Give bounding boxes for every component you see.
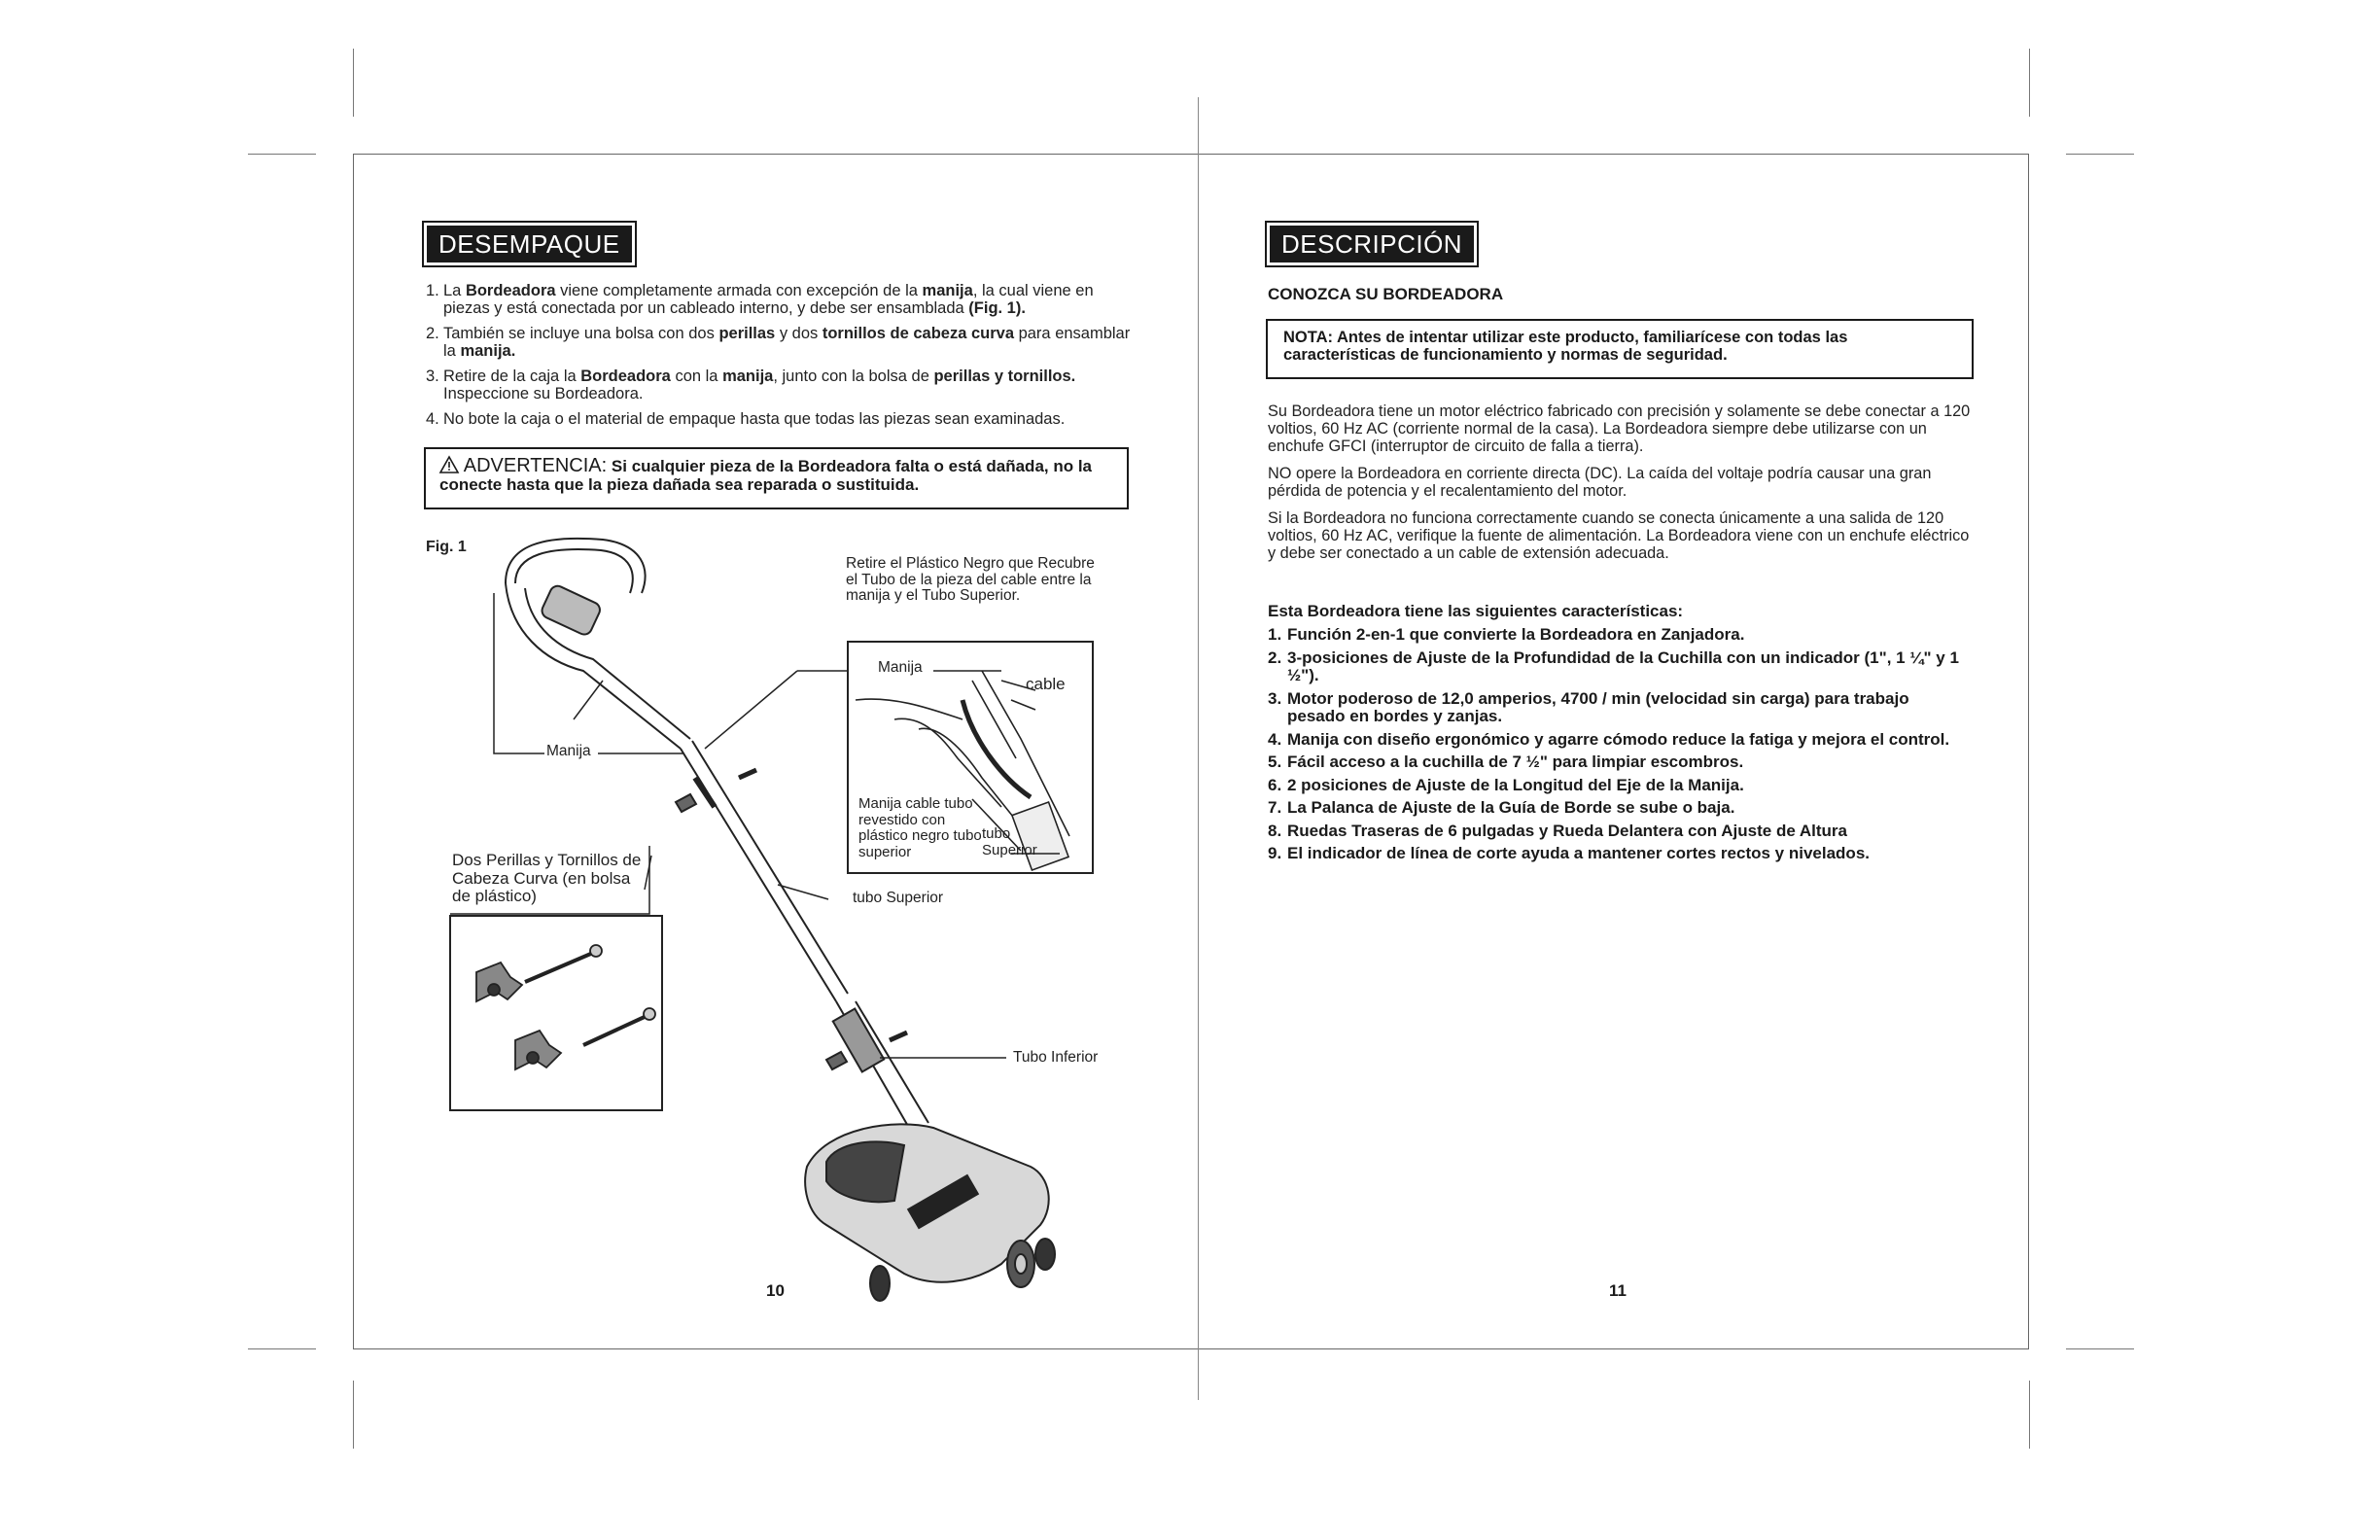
callout-tubo-inferior: Tubo Inferior — [1013, 1049, 1099, 1066]
list-item: 1. La Bordeadora viene completamente armada con excepción de la manija, la cual viene en piezas y está conectada por un cableado interno, y debe ser ensamblada (Fig. 1). — [426, 282, 1094, 317]
list-item: 4. Manija con diseño ergonómico y agarre cómodo reduce la fatiga y mejora el control. — [1268, 729, 1950, 749]
figure-label: Fig. 1 — [426, 539, 467, 555]
section-title-descripcion: DESCRIPCIÓN — [1267, 223, 1477, 265]
callout-tubo-superior-inset: tubo Superior — [982, 825, 1037, 858]
paragraph: Si la Bordeadora no funciona correctamente cuando se conecta únicamente a una salida de 120 voltios, 60 Hz AC, verifique la fuente de alimentación. La Bordeadora viene con un enchufe eléctrico y debe ser conectado a un cable de extensión adecuada. — [1268, 509, 1970, 562]
list-item: 9. El indicador de línea de corte ayuda a mantener cortes rectos y nivelados. — [1268, 844, 1870, 862]
warning-label: ADVERTENCIA: — [463, 455, 608, 476]
features-title: Esta Bordeadora tiene las siguientes características: — [1268, 602, 1684, 620]
callout-perillas: Dos Perillas y Tornillos de Cabeza Curva (en bolsa de plástico) — [452, 851, 642, 905]
paragraph: NO opere la Bordeadora en corriente directa (DC). La caída del voltaje podría causar una gran pérdida de potencia y el recalentamiento del motor. — [1268, 465, 1932, 500]
description-paragraphs — [1268, 402, 1973, 562]
warning-text: Si cualquier pieza de la Bordeadora falta o está dañada, no la conecte hasta que la pieza dañada sea reparada o sustituida. — [439, 457, 1093, 494]
list-item: 2. También se incluye una bolsa con dos perillas y dos tornillos de cabeza curva para ensamblar la manija. — [426, 325, 1131, 360]
page-number-right: 11 — [1609, 1281, 1627, 1300]
features-list — [1268, 626, 1968, 868]
callout-manija-inset: Manija — [878, 659, 923, 676]
list-item: 3. Retire de la caja la Bordeadora con la manija, junto con la bolsa de perillas y tornillos. Inspeccione su Bordeadora. — [426, 368, 1076, 402]
paragraph: Su Bordeadora tiene un motor eléctrico fabricado con precisión y solamente se debe conectar a 120 voltios, 60 Hz AC (corriente normal de la casa). La Bordeadora siempre debe utilizarse con un enchufe GFCI (interruptor de circuito de falla a tierra). — [1268, 402, 1971, 455]
list-item: 5. Fácil acceso a la cuchilla de 7 ½" para limpiar escombros. — [1268, 752, 1744, 771]
note-box — [1266, 319, 1974, 379]
list-item: 8. Ruedas Traseras de 6 pulgadas y Rueda Delantera con Ajuste de Altura — [1268, 821, 1847, 840]
list-item: 1. Función 2-en-1 que convierte la Bordeadora en Zanjadora. — [1268, 625, 1745, 644]
section-title-desempaque: DESEMPAQUE — [424, 223, 635, 265]
callout-cable: cable — [1026, 675, 1066, 693]
page-number-left: 10 — [766, 1281, 785, 1300]
subtitle: CONOZCA SU BORDEADORA — [1268, 285, 1504, 303]
list-item: 7. La Palanca de Ajuste de la Guía de Borde se sube o baja. — [1268, 798, 1735, 817]
callout-manija: Manija — [546, 743, 591, 759]
list-item: 6. 2 posiciones de Ajuste de la Longitud del Eje de la Manija. — [1268, 775, 1744, 794]
callout-retire-plastico: Retire el Plástico Negro que Recubre el Tubo de la pieza del cable entre la manija y el Tubo Superior. — [846, 555, 1095, 604]
list-item: 3. Motor poderoso de 12,0 amperios, 4700 / min (velocidad sin carga) para trabajo pesado en bordes y zanjas. — [1268, 688, 1909, 725]
list-item: 4. No bote la caja o el material de empaque hasta que todas las piezas sean examinadas. — [426, 410, 1066, 428]
callout-tubo-superior: tubo Superior — [853, 890, 944, 906]
note-text: NOTA: Antes de intentar utilizar este producto, familiarícese con todas las características de funcionamiento y normas de seguridad. — [1283, 329, 1848, 364]
callout-manija-cable: Manija cable tubo revestido con plástico negro tubo superior — [858, 795, 982, 860]
list-item: 2. 3-posiciones de Ajuste de la Profundidad de la Cuchilla con un indicador (1", 1 ¼" y 1 ½"). — [1268, 648, 1959, 684]
